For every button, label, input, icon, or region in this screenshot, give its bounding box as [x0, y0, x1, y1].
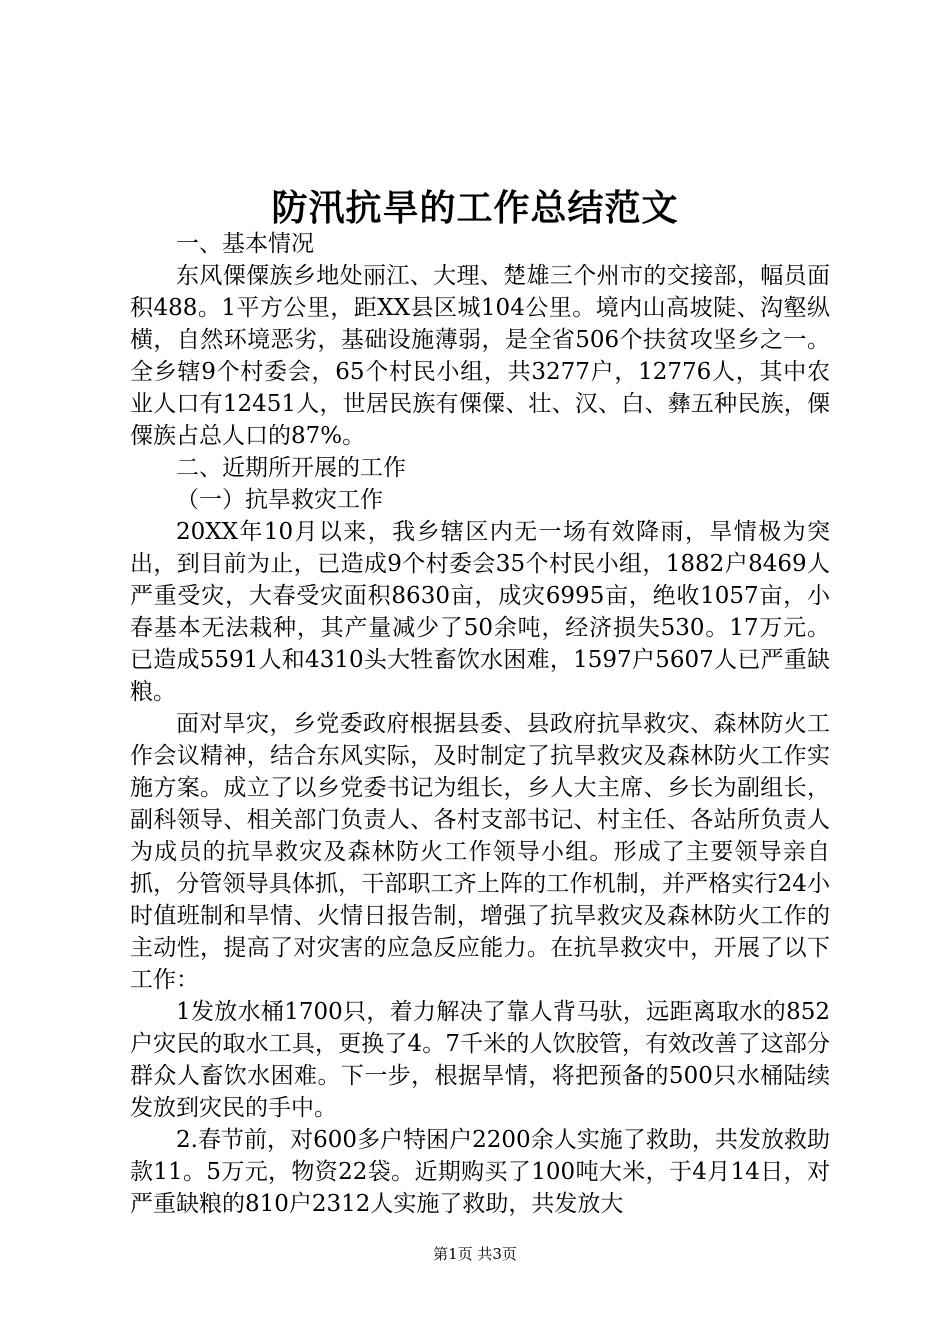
page-footer: 第1页 共3页 [433, 1245, 517, 1263]
paragraph-drought-situation: 20XX年10月以来，我乡辖区内无一场有效降雨，旱情极为突出，到目前为止，已造成9个村委会35个村民小组，1882户8469人严重受灾，大春受灾面积8630亩，成灾6995亩，绝收1057亩，小春基本无法栽种，其产量减少了50余吨，经济损失530。17万元。已造成5591人和4310头大牲畜饮水困难，1597户5607人已严重缺粮。 [130, 519, 830, 705]
paragraph-response-measures: 面对旱灾，乡党委政府根据县委、县政府抗旱救灾、森林防火工作会议精神，结合东风实际，及时制定了抗旱救灾及森林防火工作实施方案。成立了以乡党委书记为组长，乡人大主席、乡长为副组长，副科领导、相关部门负责人、各村支部书记、村主任、各站所负责人为成员的抗旱救灾及森林防火工作领导小组。形成了主要领导亲自抓，分管领导具体抓，干部职工齐上阵的工作机制，并严格实行24小时值班制和旱情、火情日报告制，增强了抗旱救灾及森林防火工作的主动性，提高了对灾害的应急反应能力。在抗旱救灾中，开展了以下工作： [130, 711, 830, 993]
section-heading-basic-info: 一、基本情况 [176, 231, 314, 257]
paragraph-item-relief-aid: 2.春节前，对600多户特困户2200余人实施了救助，共发放救助款11。5万元，物资22袋。近期购买了100吨大米，于4月14日，对严重缺粮的810户2312人实施了救助，共发放大 [130, 1127, 830, 1217]
document-title: 防汛抗旱的工作总结范文 [271, 187, 679, 229]
paragraph-item-water-buckets: 1发放水桶1700只，着力解决了靠人背马驮，远距离取水的852户灾民的取水工具，更换了4。7千米的人饮胶管，有效改善了这部分群众人畜饮水困难。下一步，根据旱情，将把预备的500只水桶陆续发放到灾民的手中。 [130, 999, 830, 1121]
section-heading-recent-work: 二、近期所开展的工作 [176, 455, 406, 481]
paragraph-basic-info: 东风傈僳族乡地处丽江、大理、楚雄三个州市的交接部，幅员面积488。1平方公里，距XX县区城104公里。境内山高坡陡、沟壑纵横，自然环境恶劣，基础设施薄弱，是全省506个扶贫攻坚乡之一。全乡辖9个村委会，65个村民小组，共3277户，12776人，其中农业人口有12451人，世居民族有傈僳、壮、汉、白、彝五种民族，傈僳族占总人口的87%。 [130, 263, 830, 449]
subsection-heading-drought-relief: （一）抗旱救灾工作 [176, 487, 383, 513]
document-body [130, 228, 830, 1220]
